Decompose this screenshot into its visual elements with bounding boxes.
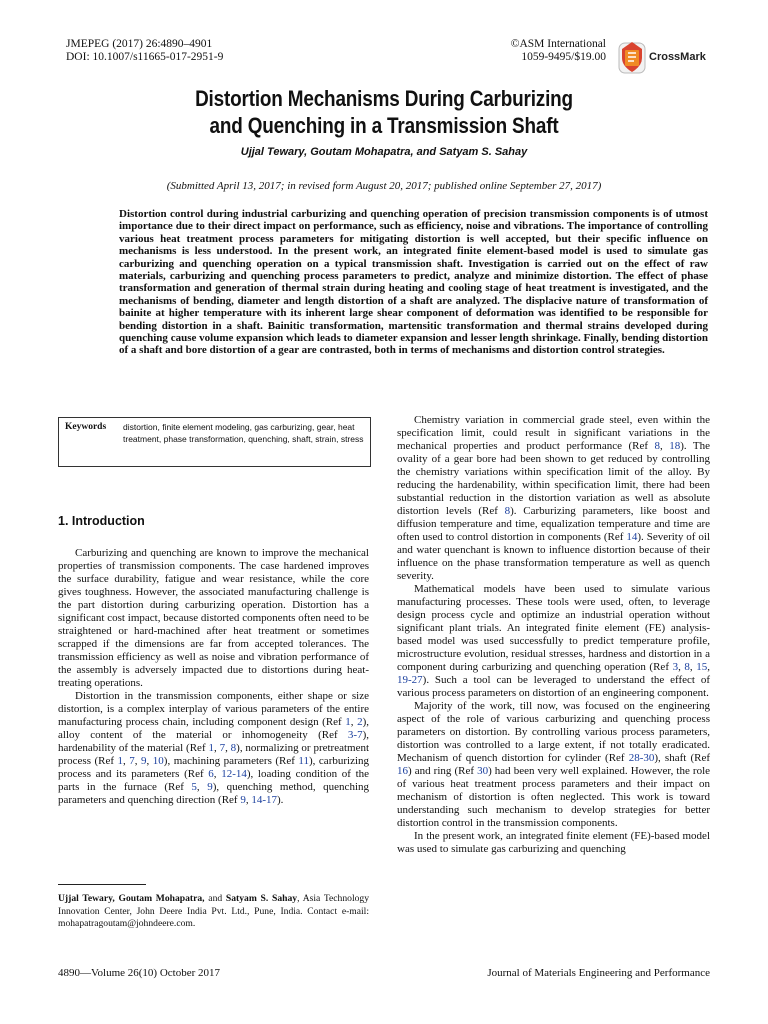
body-text: ). — [277, 794, 284, 806]
body-text: ), machining parameters (Ref — [163, 755, 299, 767]
body-text: ), normalizing or pretreatment process (Ref — [58, 742, 370, 767]
reference-link[interactable]: 8 — [504, 505, 511, 517]
body-text: , — [659, 440, 670, 452]
body-text: , — [678, 661, 685, 673]
publisher-line: ©ASM International — [510, 38, 606, 50]
body-text: ). Carburizing parameters, like boost and diffusion temperature and time, equalization temperature and time are often used to control distortion in components (Ref — [397, 505, 710, 543]
body-text: In the present work, an integrated finite element (FE)-based model was used to simulate gas carburizing and quenching — [397, 830, 710, 855]
body-text: Mathematical models have been used to simulate various manufacturing processes. These tools were used, often, to leverage design process cycle and optimize an industrial operation without significant plant trials. An integrated finite element (FE) analysis-based model was used successfully to predict temperature profile, microstructure evolution, residual stresses, hardness and distortion in a component during carburizing and quenching operation (Ref — [397, 583, 710, 673]
title-line-2: and Quenching in a Transmission Shaft — [209, 113, 559, 138]
body-text: ) had been very well explained. However, the role of various heat treatment process parameters and their impact on mechanism of distortion is often neglected. This work is toward understanding such mechanism to develop strategies for better distortion control in the transmission components. — [397, 765, 711, 829]
body-text: Chemistry variation in commercial grade steel, even within the specification limit, could result in significant variations in the mechanical properties and product performance (Ref — [397, 414, 710, 452]
body-text: ). Such a tool can be leveraged to understand the effect of various process parameters on distortion of an engineering component. — [397, 674, 710, 699]
journal-citation: JMEPEG (2017) 26:4890–4901 — [66, 38, 213, 50]
body-text: ), quenching method, quenching parameters and quenching direction (Ref — [58, 781, 369, 806]
doi-line: DOI: 10.1007/s11665-017-2951-9 — [66, 51, 224, 63]
page-footer-volume: 4890—Volume 26(10) October 2017 — [58, 967, 221, 979]
body-text: Majority of the work, till now, was focused on the engineering aspect of the role of various carburizing and quenching process parameters on distortion. By controlling various process parameters, distortion was controlled to a large extent, if not totally eradicated. Mechanism of quench distortion for cylinder (Ref — [397, 700, 710, 764]
publisher-header — [511, 38, 606, 64]
reference-link[interactable]: 10 — [152, 755, 164, 767]
crossmark-label: CrossMark — [649, 51, 706, 63]
reference-link[interactable]: 30 — [477, 765, 489, 777]
reference-link[interactable]: 6 — [208, 768, 214, 780]
keywords-box — [58, 417, 371, 467]
body-text: ), alloy content of the material or inhomogeneity (Ref — [58, 716, 369, 741]
body-text: ), shaft (Ref — [654, 752, 710, 764]
crossmark-icon — [618, 40, 646, 74]
body-text: , — [245, 794, 252, 806]
reference-link[interactable]: 14-17 — [251, 794, 278, 806]
price-line: 1059-9495/$19.00 — [521, 51, 606, 63]
reference-link[interactable]: 9 — [207, 781, 213, 793]
reference-link[interactable]: 28-30 — [628, 752, 655, 764]
body-text: Distortion in the transmission components, either shape or size distortion, is a complex interplay of various parameters of the entire manufacturing process chain, including component design (Ref — [58, 690, 369, 728]
body-text: , — [146, 755, 153, 767]
affiliation-and: and — [204, 893, 226, 904]
reference-link[interactable]: 5 — [191, 781, 197, 793]
crossmark-badge[interactable] — [618, 40, 706, 74]
abstract: Distortion control during industrial carburizing and quenching operation of precision transmission components is of utmost importance due to their direct impact on performance, such as efficiency, noise and vibrations. The importance of controlling various heat treatment process parameters for mitigating distortion is well accepted, but their specific influence on mechanisms is less understood. In the present work, an integrated finite element-based model is used to simulate gas carburizing and quenching operation on a typical transmission shaft. Investigation is carried out on the effect of raw materials, carburizing and quenching process parameters to predict, analyze and minimize distortion. The effect of phase transformation and generation of thermal strain during heating and cooling stage of heat treatment is investigated, and the mechanisms of bending, diameter and length distortion of a shaft are analyzed. The displacive nature of transformation of bainite at higher temperature with its inherent large shear component of deformation was identified to be responsible for bending distortion in a shaft. Bainitic transformation, martensitic transformation and thermal strains developed during quenching cause volume expansion which leads to diameter expansion and lesser length shrinkage. Finally, bending distortion of a shaft and bore distortion of a gear are contrasted, both in terms of mechanisms and distortion control strategies. — [119, 208, 708, 357]
affiliation-names-a: Ujjal Tewary, Goutam Mohapatra, — [58, 893, 205, 904]
reference-link[interactable]: 8 — [654, 440, 660, 452]
reference-link[interactable]: 2 — [357, 716, 363, 728]
body-text: , — [134, 755, 142, 767]
reference-link[interactable]: 15 — [696, 661, 708, 673]
body-paragraph — [58, 547, 369, 690]
reference-link[interactable]: 9 — [240, 794, 246, 806]
submission-dates: (Submitted April 13, 2017; in revised form August 20, 2017; published online September 27, 2017) — [166, 180, 602, 192]
body-paragraph — [58, 690, 369, 807]
body-text: ) and ring (Ref — [408, 765, 478, 777]
author-affiliation — [58, 893, 369, 931]
reference-link[interactable]: 1 — [208, 742, 214, 754]
page-footer-journal: Journal of Materials Engineering and Performance — [487, 967, 710, 979]
body-text: Carburizing and quenching are known to improve the mechanical properties of transmission components. The case hardened improves the surface durability, fatigue and wear resistance, while the core gives toughness. However, the associated manufacturing challenge is the part distortion during carburizing operation. Distortion has a significant cost impact, because distorted components often need to be straightened or hard-machined after heat treatment or sometimes scrapped if the dimensions are far from accepted tolerances. The transmission efficiency as well as noise and vibration performance of the assembly is adversely impacted due to distortions during heat-treating operations. — [58, 547, 369, 689]
body-paragraph — [397, 700, 710, 830]
body-text: , — [196, 781, 208, 793]
reference-link[interactable]: 18 — [669, 440, 681, 452]
footnote-rule — [58, 884, 146, 885]
reference-link[interactable]: 8 — [230, 742, 237, 754]
keywords-list: distortion, finite element modeling, gas carburizing, gear, heat treatment, phase transformation, quenching, shaft, strain, stress — [123, 422, 364, 444]
body-text: , — [213, 768, 222, 780]
body-paragraph — [397, 830, 710, 856]
body-text: , — [213, 742, 220, 754]
author-list: Ujjal Tewary, Goutam Mohapatra, and Satyam S. Sahay — [240, 146, 528, 158]
section-heading: 1. Introduction — [58, 514, 145, 528]
body-text: ), hardenability of the material (Ref — [58, 729, 369, 754]
left-column — [58, 547, 369, 807]
body-paragraph — [397, 414, 710, 583]
keywords-label: Keywords — [65, 422, 107, 432]
body-text: ). The ovality of a gear bore had been shown to get reduced by controlling the chemistry variations within specification limit of the alloy. By reducing the hardenability, within specification limit, there had been substantial reduction in the distortion variation as well as absolute distortion levels (Ref — [397, 440, 710, 517]
reference-link[interactable]: 16 — [397, 765, 408, 777]
reference-link[interactable]: 8 — [684, 661, 690, 673]
reference-link[interactable]: 3-7 — [347, 729, 363, 741]
reference-link[interactable]: 9 — [141, 755, 147, 767]
reference-link[interactable]: 19-27 — [397, 674, 423, 686]
body-text: ), loading condition of the parts in the furnace (Ref — [58, 768, 370, 793]
reference-link[interactable]: 1 — [345, 716, 351, 728]
affiliation-details: , Asia Technology Innovation Center, John Deere India Pvt. Ltd., Pune, India. Contact e-mail: mohapatragoutam@johndeere.com. — [58, 893, 369, 929]
body-text: , — [707, 661, 711, 673]
reference-link[interactable]: 7 — [129, 755, 135, 767]
body-paragraph — [397, 583, 710, 700]
reference-link[interactable]: 14 — [626, 531, 638, 543]
body-text: , — [689, 661, 697, 673]
body-text: ). Severity of oil and water quenchant is known to influence distortion because of their influence on the phase transformation temperature as well as quench severity. — [397, 531, 710, 582]
affiliation-names-b: Satyam S. Sahay — [225, 893, 298, 904]
right-column — [397, 414, 710, 856]
article-title — [88, 85, 680, 139]
body-text: , — [350, 716, 358, 728]
body-text: , — [123, 755, 130, 767]
body-text: , — [225, 742, 231, 754]
title-line-1: Distortion Mechanisms During Carburizing — [195, 86, 573, 111]
journal-header — [66, 38, 223, 64]
reference-link[interactable]: 11 — [298, 755, 310, 767]
reference-link[interactable]: 3 — [672, 661, 679, 673]
reference-link[interactable]: 12-14 — [221, 768, 247, 780]
reference-link[interactable]: 1 — [117, 755, 124, 767]
reference-link[interactable]: 7 — [219, 742, 226, 754]
body-text: ), carburizing process and its parameters (Ref — [58, 755, 370, 780]
